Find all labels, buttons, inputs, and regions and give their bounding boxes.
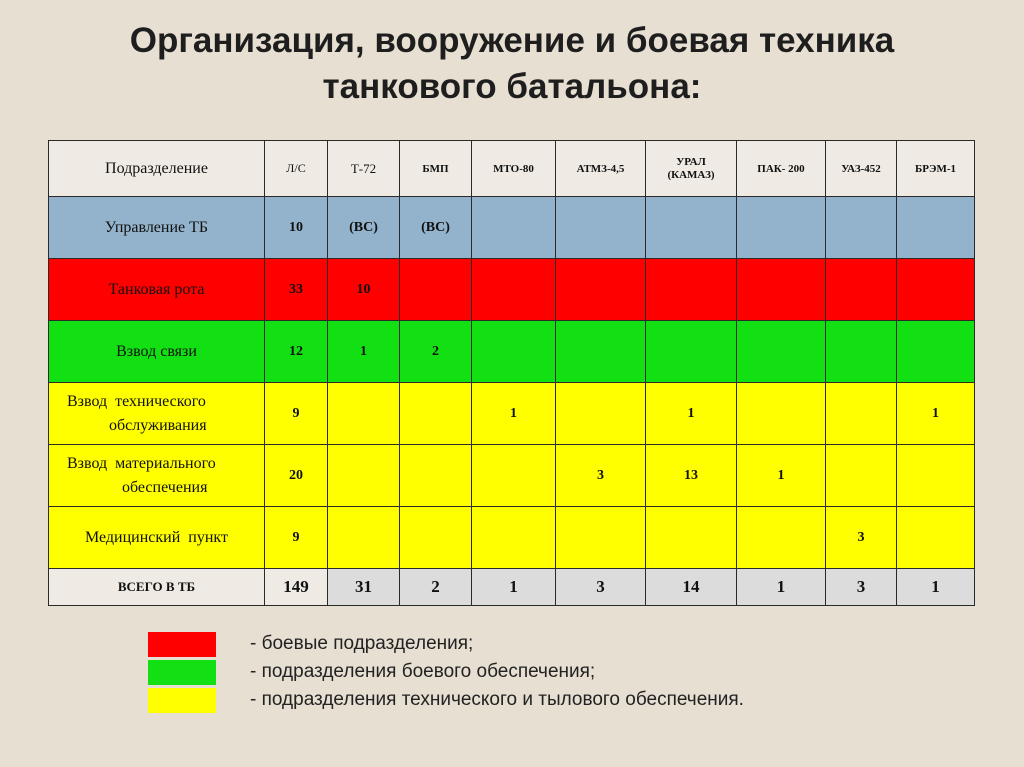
pak-cell: 1 [737,445,826,507]
legend-text: - подразделения технического и тылового обеспечения. [250,689,744,710]
header-ural [646,141,737,197]
header-atmz: АТМЗ-4,5 [556,141,646,197]
header-ural-line2: (КАМАЗ) [667,168,715,181]
uaz-cell: 3 [826,507,897,569]
total-ural: 14 [646,569,737,606]
uaz-cell [826,445,897,507]
table-row [49,383,975,445]
total-label: ВСЕГО В ТБ [49,569,265,606]
unit-cell [49,383,265,445]
ural-cell [646,197,737,259]
total-brem: 1 [897,569,975,606]
unit-line-2: обслуживания [109,416,207,434]
brem-cell [897,445,975,507]
legend [148,630,744,714]
ural-cell [646,507,737,569]
mto-cell [472,259,556,321]
t72-cell: 10 [328,259,400,321]
legend-item [148,658,744,686]
atmz-cell [556,259,646,321]
header-brem: БРЭМ-1 [897,141,975,197]
table-row [49,259,975,321]
legend-item [148,686,744,714]
ls-cell: 10 [265,197,328,259]
legend-text: - подразделения боевого обеспечения; [250,661,596,682]
header-unit: Подразделение [49,141,265,197]
unit-line-1: Взвод технического [67,392,206,410]
table-row [49,507,975,569]
legend-item [148,630,744,658]
ls-cell: 9 [265,383,328,445]
pak-cell [737,259,826,321]
header-bmp: БМП [400,141,472,197]
atmz-cell [556,383,646,445]
total-bmp: 2 [400,569,472,606]
ural-cell: 13 [646,445,737,507]
table-row [49,321,975,383]
unit-line-1: Взвод материального [67,454,216,472]
page-title [0,18,1024,110]
legend-swatch [148,688,216,713]
t72-cell: 1 [328,321,400,383]
unit-cell: Танковая рота [49,259,265,321]
atmz-cell: 3 [556,445,646,507]
uaz-cell [826,321,897,383]
header-t72: Т-72 [328,141,400,197]
bmp-cell [400,383,472,445]
brem-cell [897,507,975,569]
pak-cell [737,383,826,445]
brem-cell [897,197,975,259]
table-row [49,197,975,259]
legend-text: - боевые подразделения; [250,633,474,654]
table-row [49,445,975,507]
legend-swatch [148,632,216,657]
bmp-cell: (ВС) [400,197,472,259]
t72-cell [328,383,400,445]
t72-cell [328,507,400,569]
ural-cell [646,259,737,321]
mto-cell: 1 [472,383,556,445]
mto-cell [472,321,556,383]
unit-cell: Медицинский пункт [49,507,265,569]
brem-cell: 1 [897,383,975,445]
bmp-cell [400,259,472,321]
pak-cell [737,197,826,259]
ls-cell: 20 [265,445,328,507]
ls-cell: 12 [265,321,328,383]
bmp-cell [400,507,472,569]
uaz-cell [826,383,897,445]
unit-cell [49,445,265,507]
ural-cell: 1 [646,383,737,445]
unit-cell: Управление ТБ [49,197,265,259]
total-ls: 149 [265,569,328,606]
title-line-2: танкового батальона: [322,67,702,106]
brem-cell [897,321,975,383]
header-ural-line1: УРАЛ [676,155,706,168]
mto-cell [472,197,556,259]
ural-cell [646,321,737,383]
atmz-cell [556,321,646,383]
mto-cell [472,445,556,507]
total-mto: 1 [472,569,556,606]
t72-cell [328,445,400,507]
mto-cell [472,507,556,569]
uaz-cell [826,259,897,321]
ls-cell: 33 [265,259,328,321]
battalion-table [48,140,975,606]
pak-cell [737,507,826,569]
total-uaz: 3 [826,569,897,606]
header-pak: ПАК- 200 [737,141,826,197]
atmz-cell [556,507,646,569]
table-total-row [49,569,975,606]
pak-cell [737,321,826,383]
table-header-row [49,141,975,197]
title-line-1: Организация, вооружение и боевая техника [129,21,895,60]
total-pak: 1 [737,569,826,606]
atmz-cell [556,197,646,259]
ls-cell: 9 [265,507,328,569]
unit-line-2: обеспечения [122,478,208,496]
t72-cell: (ВС) [328,197,400,259]
total-atmz: 3 [556,569,646,606]
unit-cell: Взвод связи [49,321,265,383]
bmp-cell: 2 [400,321,472,383]
legend-swatch [148,660,216,685]
brem-cell [897,259,975,321]
header-ls: Л/С [265,141,328,197]
total-t72: 31 [328,569,400,606]
bmp-cell [400,445,472,507]
uaz-cell [826,197,897,259]
header-uaz: УАЗ-452 [826,141,897,197]
header-mto: МТО-80 [472,141,556,197]
